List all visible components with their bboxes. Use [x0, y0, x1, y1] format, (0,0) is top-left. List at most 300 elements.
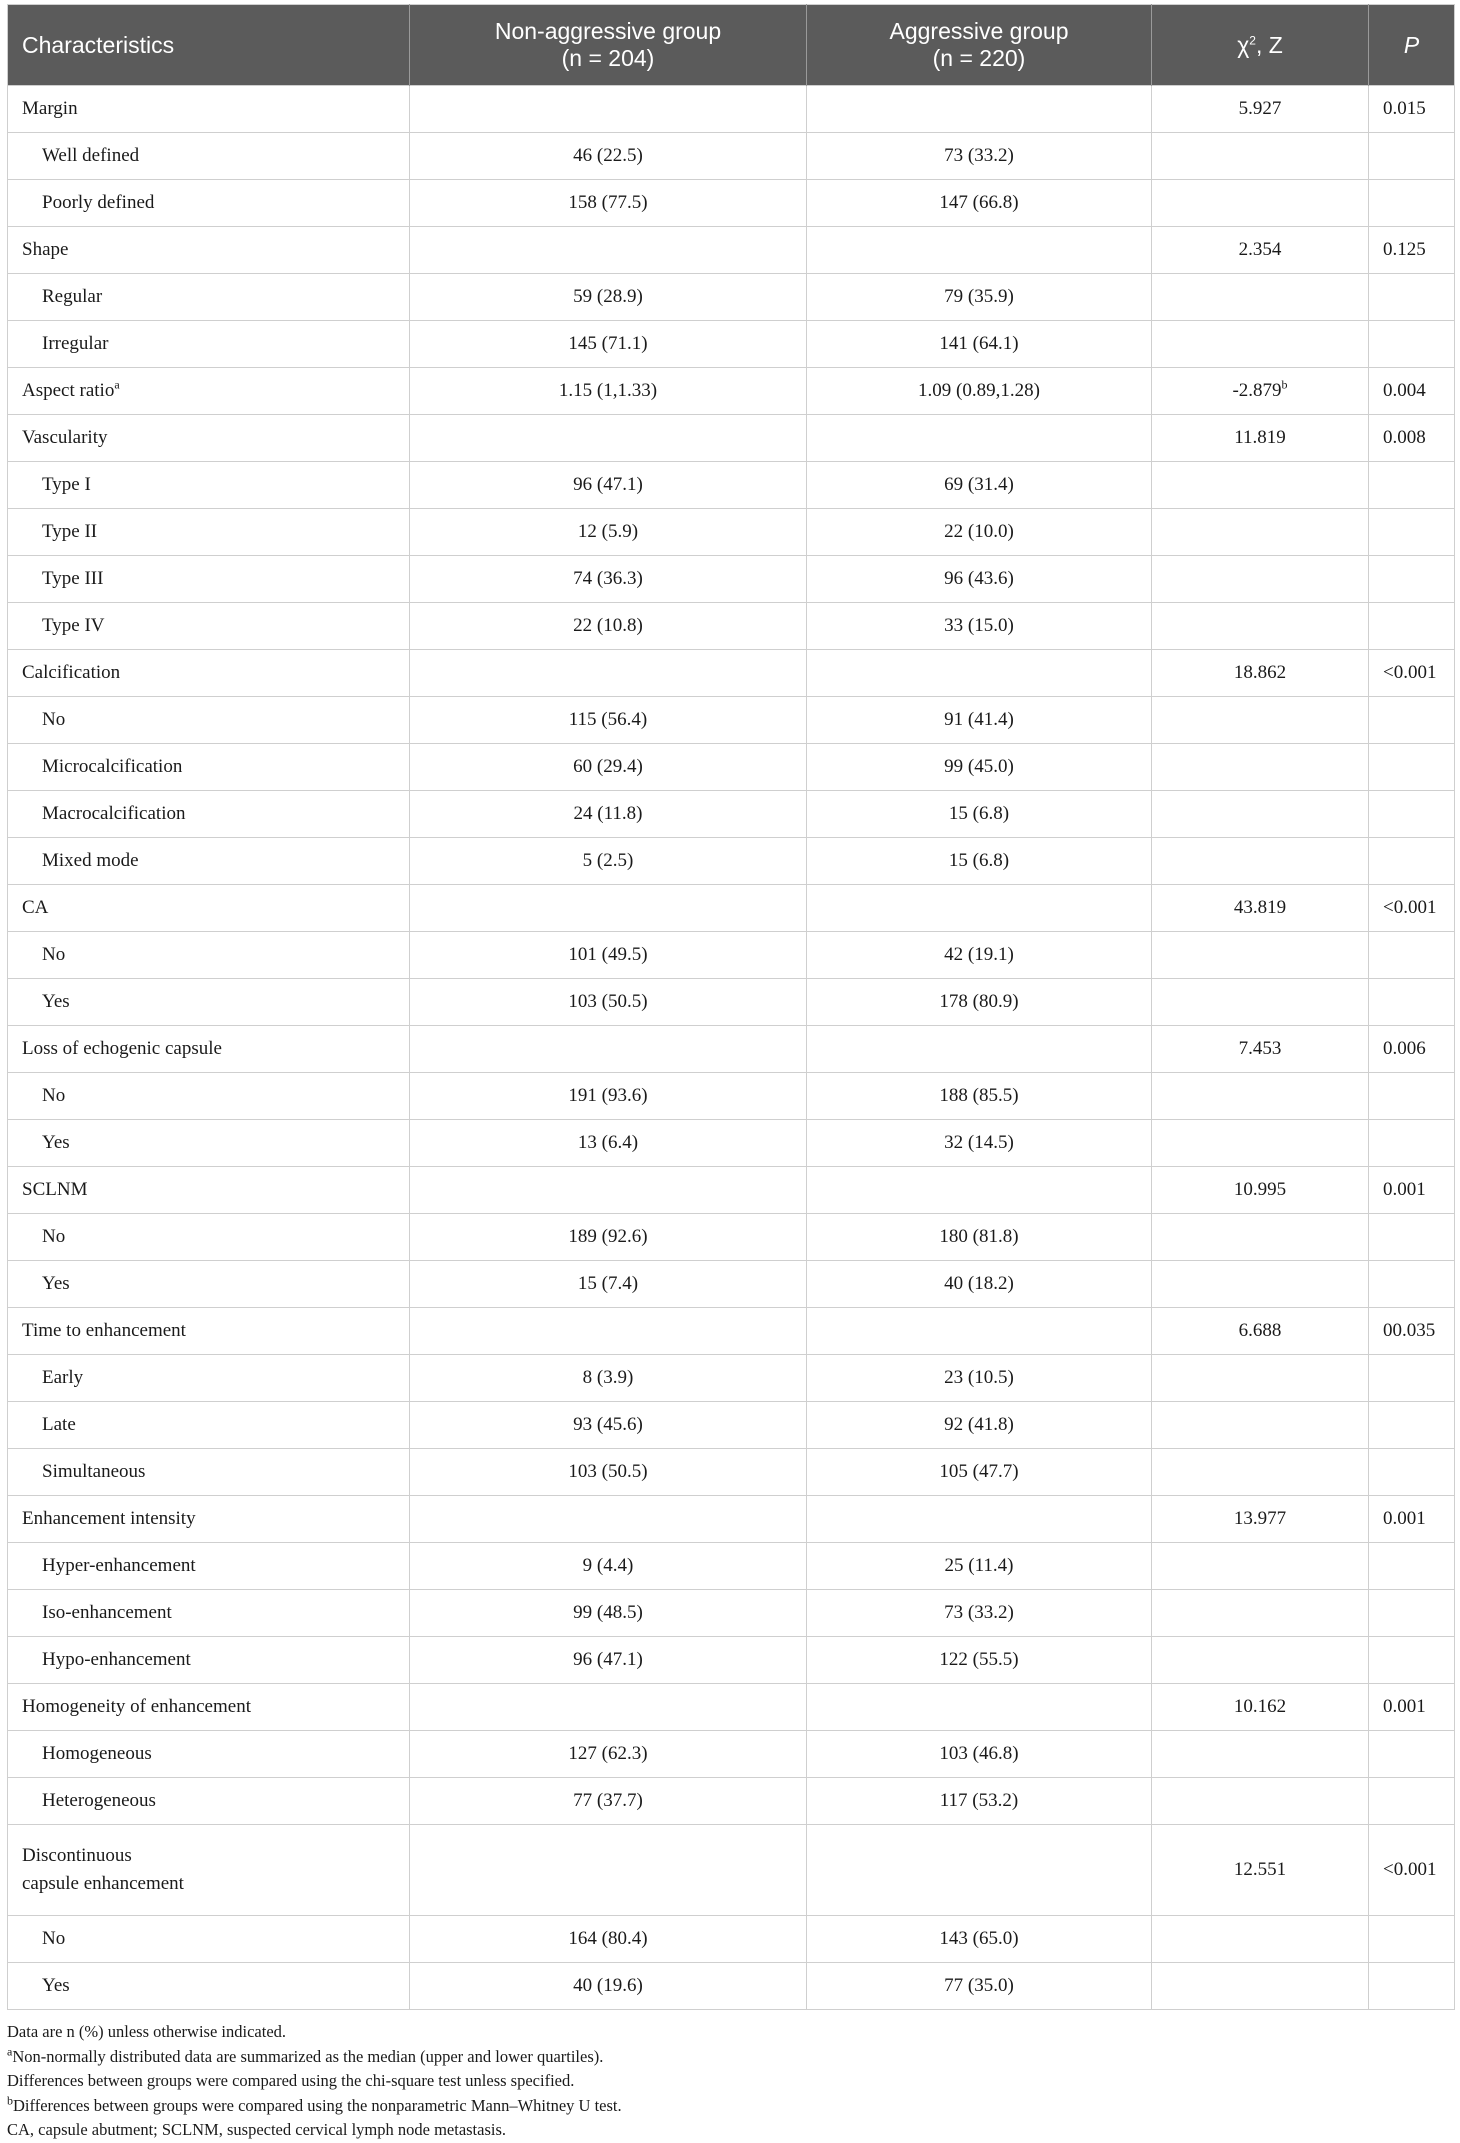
footnote-a-marker: a — [7, 2044, 13, 2058]
cell-aggressive — [807, 1402, 1152, 1449]
cell-non-aggressive — [410, 462, 807, 509]
cell-p-value — [1369, 979, 1455, 1026]
cell-aggressive — [807, 462, 1152, 509]
cell-aggressive — [807, 274, 1152, 321]
cell-test-statistic — [1152, 321, 1369, 368]
table-row-characteristic — [8, 1308, 1455, 1355]
table-row-subcategory — [8, 1073, 1455, 1120]
cell-aggressive — [807, 1355, 1152, 1402]
table-row-subcategory — [8, 556, 1455, 603]
cell-characteristic-text: No — [42, 1226, 66, 1247]
cell-characteristic-text: Poorly defined — [42, 192, 155, 213]
cell-p-value — [1369, 1449, 1455, 1496]
cell-test-statistic-text: 10.162 — [1233, 1696, 1287, 1717]
cell-p-value — [1369, 1637, 1455, 1684]
cell-test-statistic — [1152, 86, 1369, 133]
cell-aggressive-text: 180 (81.8) — [939, 1226, 1019, 1247]
table-row-subcategory — [8, 744, 1455, 791]
cell-aggressive — [807, 1449, 1152, 1496]
cell-test-statistic — [1152, 133, 1369, 180]
cell-characteristic-text: Homogeneity of enhancement — [22, 1696, 251, 1717]
cell-test-statistic — [1152, 274, 1369, 321]
cell-p-value — [1369, 1731, 1455, 1778]
cell-non-aggressive — [410, 1355, 807, 1402]
cell-p-value — [1369, 86, 1455, 133]
cell-characteristic-text: No — [42, 1928, 66, 1949]
table-row-subcategory — [8, 180, 1455, 227]
header-chi-symbol: χ — [1237, 31, 1250, 58]
table-row-subcategory — [8, 1543, 1455, 1590]
cell-characteristic-text: Margin — [22, 98, 78, 119]
cell-non-aggressive-text: 22 (10.8) — [573, 615, 643, 636]
cell-non-aggressive — [410, 274, 807, 321]
cell-aggressive-text: 15 (6.8) — [948, 803, 1010, 824]
cell-non-aggressive — [410, 697, 807, 744]
cell-test-statistic — [1152, 697, 1369, 744]
cell-p-value-text: <0.001 — [1383, 662, 1437, 683]
cell-aggressive-text: 79 (35.9) — [944, 286, 1014, 307]
cell-characteristic — [8, 86, 410, 133]
cell-test-statistic — [1152, 1120, 1369, 1167]
footnote-chi-square: Differences between groups were compared using the chi-square test unless specified. — [7, 2071, 575, 2090]
table-row-subcategory — [8, 321, 1455, 368]
cell-characteristic — [8, 1731, 410, 1778]
cell-non-aggressive-text: 46 (22.5) — [573, 145, 643, 166]
cell-characteristic-text: Shape — [22, 239, 69, 260]
cell-non-aggressive-text: 59 (28.9) — [573, 286, 643, 307]
cell-p-value — [1369, 1355, 1455, 1402]
cell-characteristic — [8, 1261, 410, 1308]
cell-p-value — [1369, 462, 1455, 509]
footnote-b — [7, 2094, 1454, 2119]
table-row-subcategory — [8, 1637, 1455, 1684]
cell-p-value — [1369, 227, 1455, 274]
cell-test-statistic-text: 10.995 — [1233, 1179, 1287, 1200]
cell-non-aggressive — [410, 603, 807, 650]
cell-characteristic — [8, 1778, 410, 1825]
cell-aggressive — [807, 415, 1152, 462]
cell-non-aggressive — [410, 979, 807, 1026]
cell-non-aggressive-text: 115 (56.4) — [568, 709, 648, 730]
cell-characteristic-text: Hypo-enhancement — [42, 1649, 191, 1670]
footnote-data-format: Data are n (%) unless otherwise indicated. — [7, 2022, 287, 2041]
cell-test-statistic — [1152, 1496, 1369, 1543]
cell-characteristic-text: Aspect ratio — [22, 380, 115, 401]
cell-non-aggressive-text: 60 (29.4) — [573, 756, 643, 777]
cell-non-aggressive — [410, 1825, 807, 1916]
cell-p-value — [1369, 274, 1455, 321]
cell-p-value — [1369, 1120, 1455, 1167]
cell-characteristic-text: Early — [42, 1367, 84, 1388]
cell-aggressive — [807, 556, 1152, 603]
cell-p-value-text: 0.015 — [1383, 98, 1426, 119]
cell-non-aggressive-text: 103 (50.5) — [568, 991, 648, 1012]
table-row-subcategory — [8, 1261, 1455, 1308]
cell-characteristic — [8, 1073, 410, 1120]
cell-test-statistic-text: 5.927 — [1238, 98, 1282, 119]
table-row-subcategory — [8, 1731, 1455, 1778]
table-row-subcategory — [8, 509, 1455, 556]
cell-non-aggressive — [410, 1496, 807, 1543]
cell-non-aggressive — [410, 1308, 807, 1355]
cell-aggressive-text: 96 (43.6) — [944, 568, 1014, 589]
cell-characteristic — [8, 462, 410, 509]
cell-non-aggressive — [410, 932, 807, 979]
cell-non-aggressive-text: 24 (11.8) — [573, 803, 643, 824]
cell-non-aggressive — [410, 556, 807, 603]
cell-characteristic-text: Mixed mode — [42, 850, 139, 871]
cell-test-statistic — [1152, 1637, 1369, 1684]
cell-non-aggressive-text: 1.15 (1,1.33) — [558, 380, 658, 401]
cell-test-statistic — [1152, 1916, 1369, 1963]
cell-p-value — [1369, 321, 1455, 368]
cell-aggressive-text: 117 (53.2) — [939, 1790, 1019, 1811]
cell-characteristic — [8, 1916, 410, 1963]
cell-p-value — [1369, 697, 1455, 744]
cell-aggressive-text: 147 (66.8) — [939, 192, 1019, 213]
table-row-characteristic — [8, 650, 1455, 697]
table-row-subcategory — [8, 1590, 1455, 1637]
cell-characteristic-text: Type I — [42, 474, 91, 495]
cell-characteristic — [8, 1402, 410, 1449]
cell-non-aggressive — [410, 744, 807, 791]
cell-characteristic — [8, 180, 410, 227]
cell-aggressive — [807, 1916, 1152, 1963]
cell-non-aggressive-text: 191 (93.6) — [568, 1085, 648, 1106]
table-row-subcategory — [8, 462, 1455, 509]
cell-non-aggressive-text: 8 (3.9) — [582, 1367, 634, 1388]
cell-non-aggressive-text: 96 (47.1) — [573, 474, 643, 495]
cell-test-statistic — [1152, 1214, 1369, 1261]
footnote-b-text: Differences between groups were compared using the nonparametric Mann–Whitney U test. — [13, 2095, 622, 2115]
cell-non-aggressive — [410, 415, 807, 462]
cell-characteristic — [8, 1684, 410, 1731]
cell-characteristic — [8, 885, 410, 932]
cell-test-statistic — [1152, 368, 1369, 415]
cell-characteristic-text: Simultaneous — [42, 1461, 146, 1482]
cell-p-value — [1369, 1214, 1455, 1261]
cell-non-aggressive — [410, 1916, 807, 1963]
cell-p-value — [1369, 509, 1455, 556]
cell-non-aggressive-text: 13 (6.4) — [577, 1132, 639, 1153]
cell-test-statistic — [1152, 509, 1369, 556]
footnote-a — [7, 2045, 1454, 2070]
cell-non-aggressive — [410, 1637, 807, 1684]
cell-characteristic-text: Microcalcification — [42, 756, 183, 777]
cell-aggressive-text: 122 (55.5) — [939, 1649, 1019, 1670]
cell-aggressive — [807, 1731, 1152, 1778]
cell-non-aggressive — [410, 1214, 807, 1261]
table-row-subcategory — [8, 1778, 1455, 1825]
header-chi-superscript: 2 — [1249, 32, 1256, 47]
cell-characteristic-text: Hyper-enhancement — [42, 1555, 196, 1576]
cell-aggressive-text: 32 (14.5) — [944, 1132, 1014, 1153]
cell-aggressive — [807, 1543, 1152, 1590]
cell-p-value — [1369, 1543, 1455, 1590]
cell-test-statistic — [1152, 462, 1369, 509]
cell-p-value — [1369, 556, 1455, 603]
cell-non-aggressive — [410, 1449, 807, 1496]
cell-characteristic — [8, 321, 410, 368]
cell-characteristic — [8, 1496, 410, 1543]
cell-test-statistic — [1152, 556, 1369, 603]
cell-characteristic-text: SCLNM — [22, 1179, 88, 1200]
cell-aggressive — [807, 180, 1152, 227]
cell-characteristic — [8, 1543, 410, 1590]
cell-characteristic — [8, 1355, 410, 1402]
cell-characteristic — [8, 415, 410, 462]
cell-test-statistic — [1152, 1261, 1369, 1308]
cell-non-aggressive-text: 93 (45.6) — [573, 1414, 643, 1435]
table-container — [7, 4, 1454, 2143]
header-p-value — [1369, 5, 1455, 86]
cell-characteristic — [8, 1637, 410, 1684]
header-p-label: P — [1403, 31, 1420, 58]
table-row-characteristic — [8, 227, 1455, 274]
characteristics-table — [7, 4, 1455, 2010]
table-row-characteristic — [8, 415, 1455, 462]
cell-characteristic — [8, 744, 410, 791]
cell-non-aggressive — [410, 791, 807, 838]
cell-characteristic-text: Discontinuous — [22, 1845, 132, 1866]
cell-characteristic-text: Vascularity — [22, 427, 108, 448]
cell-non-aggressive-text: 189 (92.6) — [568, 1226, 648, 1247]
cell-characteristic-text: Heterogeneous — [42, 1790, 156, 1811]
cell-non-aggressive — [410, 1402, 807, 1449]
cell-p-value — [1369, 1073, 1455, 1120]
cell-characteristic — [8, 932, 410, 979]
cell-p-value-text: 00.035 — [1383, 1320, 1436, 1341]
cell-test-statistic-text: 12.551 — [1233, 1859, 1287, 1880]
header-test-statistic — [1152, 5, 1369, 86]
cell-aggressive-text: 1.09 (0.89,1.28) — [918, 380, 1040, 401]
cell-test-statistic — [1152, 1543, 1369, 1590]
cell-test-statistic — [1152, 1308, 1369, 1355]
cell-characteristic — [8, 1026, 410, 1073]
cell-characteristic — [8, 838, 410, 885]
cell-aggressive-text: 103 (46.8) — [939, 1743, 1019, 1764]
cell-aggressive-text: 143 (65.0) — [939, 1928, 1019, 1949]
cell-characteristic — [8, 603, 410, 650]
cell-characteristic-text: No — [42, 1085, 66, 1106]
table-row-subcategory — [8, 1214, 1455, 1261]
table-row-subcategory — [8, 791, 1455, 838]
table-row-subcategory — [8, 932, 1455, 979]
cell-characteristic-text: Well defined — [42, 145, 140, 166]
cell-p-value — [1369, 1916, 1455, 1963]
cell-characteristic — [8, 979, 410, 1026]
cell-non-aggressive-text: 40 (19.6) — [573, 1975, 643, 1996]
cell-non-aggressive — [410, 321, 807, 368]
cell-test-statistic-text: 18.862 — [1233, 662, 1287, 683]
cell-characteristic — [8, 1120, 410, 1167]
cell-test-statistic — [1152, 1026, 1369, 1073]
table-row-subcategory — [8, 133, 1455, 180]
cell-aggressive — [807, 1308, 1152, 1355]
cell-non-aggressive — [410, 1684, 807, 1731]
cell-characteristic-text: Late — [42, 1414, 76, 1435]
table-row-characteristic — [8, 368, 1455, 415]
cell-test-statistic-text: 7.453 — [1238, 1038, 1282, 1059]
cell-p-value-text: 0.001 — [1383, 1508, 1426, 1529]
cell-test-statistic — [1152, 1778, 1369, 1825]
cell-test-statistic — [1152, 979, 1369, 1026]
cell-characteristic-text: Iso-enhancement — [42, 1602, 172, 1623]
cell-aggressive-text: 188 (85.5) — [939, 1085, 1019, 1106]
cell-non-aggressive — [410, 1026, 807, 1073]
cell-aggressive — [807, 1963, 1152, 2010]
cell-characteristic-text: Type II — [42, 521, 98, 542]
cell-aggressive-text: 69 (31.4) — [944, 474, 1014, 495]
cell-aggressive — [807, 744, 1152, 791]
table-row-subcategory — [8, 697, 1455, 744]
cell-test-statistic — [1152, 1590, 1369, 1637]
cell-characteristic — [8, 133, 410, 180]
cell-aggressive-text: 73 (33.2) — [944, 1602, 1014, 1623]
cell-aggressive — [807, 1261, 1152, 1308]
cell-non-aggressive-text: 5 (2.5) — [582, 850, 634, 871]
cell-non-aggressive — [410, 1543, 807, 1590]
cell-non-aggressive-text: 103 (50.5) — [568, 1461, 648, 1482]
cell-test-statistic — [1152, 932, 1369, 979]
cell-characteristic — [8, 556, 410, 603]
table-row-subcategory — [8, 1120, 1455, 1167]
header-group1-n: (n = 204) — [561, 45, 655, 71]
table-row-characteristic — [8, 1026, 1455, 1073]
header-characteristics: Characteristics — [8, 5, 410, 86]
cell-characteristic-text: CA — [22, 897, 49, 918]
cell-test-statistic — [1152, 1684, 1369, 1731]
table-row-characteristic — [8, 1684, 1455, 1731]
cell-p-value — [1369, 180, 1455, 227]
footnote-b-marker: b — [7, 2093, 13, 2107]
table-row-characteristic — [8, 1167, 1455, 1214]
cell-aggressive-text: 25 (11.4) — [944, 1555, 1014, 1576]
cell-characteristic-text: Enhancement intensity — [22, 1508, 196, 1529]
table-row-subcategory — [8, 979, 1455, 1026]
cell-aggressive — [807, 932, 1152, 979]
cell-p-value — [1369, 415, 1455, 462]
cell-characteristic — [8, 1308, 410, 1355]
cell-test-statistic-text: 13.977 — [1233, 1508, 1287, 1529]
cell-aggressive — [807, 791, 1152, 838]
cell-p-value — [1369, 1684, 1455, 1731]
cell-non-aggressive — [410, 1073, 807, 1120]
table-row-characteristic — [8, 1496, 1455, 1543]
cell-characteristic-text: Yes — [42, 1273, 70, 1294]
cell-aggressive — [807, 650, 1152, 697]
cell-characteristic-text: Yes — [42, 1975, 70, 1996]
cell-test-statistic — [1152, 1825, 1369, 1916]
table-row-subcategory — [8, 274, 1455, 321]
cell-test-statistic — [1152, 1355, 1369, 1402]
cell-aggressive — [807, 838, 1152, 885]
cell-non-aggressive — [410, 86, 807, 133]
cell-test-statistic-text: 11.819 — [1234, 427, 1286, 448]
cell-test-statistic — [1152, 227, 1369, 274]
cell-characteristic — [8, 1963, 410, 2010]
table-row-subcategory — [8, 603, 1455, 650]
cell-test-statistic-text: 2.354 — [1238, 239, 1282, 260]
cell-characteristic-text: Type IV — [42, 615, 105, 636]
cell-aggressive-text: 22 (10.0) — [944, 521, 1014, 542]
cell-p-value — [1369, 885, 1455, 932]
cell-aggressive — [807, 697, 1152, 744]
cell-non-aggressive-text: 164 (80.4) — [568, 1928, 648, 1949]
cell-aggressive — [807, 1026, 1152, 1073]
cell-p-value-text: 0.004 — [1383, 380, 1426, 401]
cell-characteristic-text: Yes — [42, 1132, 70, 1153]
cell-non-aggressive-text: 101 (49.5) — [568, 944, 648, 965]
cell-p-value — [1369, 1825, 1455, 1916]
footnote-a-text: Non-normally distributed data are summarized as the median (upper and lower quartiles). — [12, 2046, 604, 2066]
cell-test-statistic — [1152, 885, 1369, 932]
cell-non-aggressive-text: 77 (37.7) — [573, 1790, 643, 1811]
cell-non-aggressive — [410, 838, 807, 885]
cell-test-statistic — [1152, 838, 1369, 885]
cell-test-statistic — [1152, 180, 1369, 227]
cell-characteristic — [8, 368, 410, 415]
cell-p-value — [1369, 744, 1455, 791]
cell-non-aggressive — [410, 1731, 807, 1778]
cell-non-aggressive — [410, 650, 807, 697]
cell-aggressive-text: 33 (15.0) — [944, 615, 1014, 636]
cell-aggressive — [807, 1073, 1152, 1120]
cell-characteristic-text: Irregular — [42, 333, 109, 354]
cell-aggressive-text: 73 (33.2) — [944, 145, 1014, 166]
cell-characteristic-text: Macrocalcification — [42, 803, 186, 824]
cell-characteristic — [8, 1590, 410, 1637]
cell-characteristic-text: Regular — [42, 286, 103, 307]
cell-non-aggressive-text: 12 (5.9) — [577, 521, 639, 542]
cell-non-aggressive — [410, 1167, 807, 1214]
cell-aggressive — [807, 1778, 1152, 1825]
cell-characteristic — [8, 650, 410, 697]
cell-p-value — [1369, 1261, 1455, 1308]
cell-test-statistic — [1152, 744, 1369, 791]
footnote-abbreviations: CA, capsule abutment; SCLNM, suspected cervical lymph node metastasis. — [7, 2120, 507, 2139]
cell-p-value — [1369, 368, 1455, 415]
header-group2-n: (n = 220) — [932, 45, 1026, 71]
cell-aggressive-text: 42 (19.1) — [944, 944, 1014, 965]
table-row-characteristic — [8, 86, 1455, 133]
cell-p-value-text: 0.001 — [1383, 1696, 1426, 1717]
cell-p-value — [1369, 603, 1455, 650]
cell-test-statistic — [1152, 415, 1369, 462]
cell-characteristic — [8, 1214, 410, 1261]
cell-aggressive — [807, 1684, 1152, 1731]
cell-characteristic-text: No — [42, 709, 66, 730]
cell-non-aggressive — [410, 1963, 807, 2010]
cell-p-value-text: 0.001 — [1383, 1179, 1426, 1200]
cell-characteristic-text: No — [42, 944, 66, 965]
cell-characteristic — [8, 697, 410, 744]
cell-p-value-text: <0.001 — [1383, 897, 1437, 918]
table-row-subcategory — [8, 838, 1455, 885]
cell-test-statistic — [1152, 1167, 1369, 1214]
cell-test-statistic — [1152, 1731, 1369, 1778]
header-group2-title: Aggressive group — [889, 18, 1069, 44]
cell-non-aggressive — [410, 1120, 807, 1167]
cell-non-aggressive-text: 158 (77.5) — [568, 192, 648, 213]
cell-aggressive — [807, 227, 1152, 274]
cell-test-statistic — [1152, 1402, 1369, 1449]
cell-non-aggressive-text: 15 (7.4) — [577, 1273, 639, 1294]
cell-aggressive-text: 77 (35.0) — [944, 1975, 1014, 1996]
cell-aggressive — [807, 885, 1152, 932]
cell-non-aggressive-text: 74 (36.3) — [573, 568, 643, 589]
cell-characteristic-text: Time to enhancement — [22, 1320, 186, 1341]
